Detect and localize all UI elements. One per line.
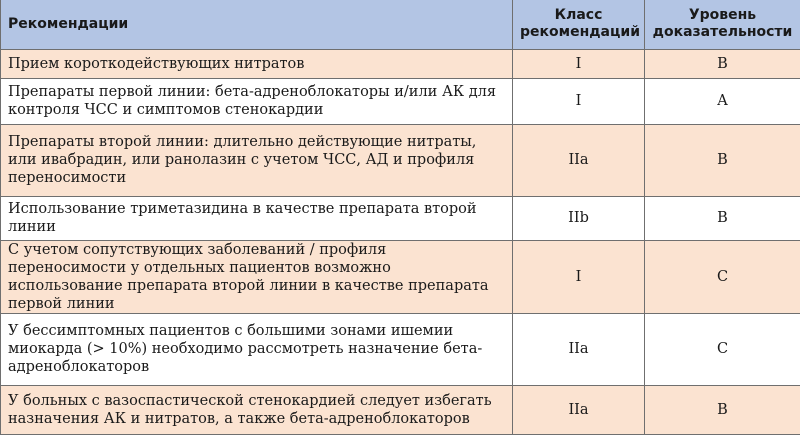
table-row — [1, 49, 800, 78]
table-row — [1, 240, 800, 313]
header-level — [645, 0, 800, 49]
recommendation-text: Использование триметазидина в качестве препарата второй линии — [1, 196, 513, 240]
table-header-row — [1, 0, 800, 49]
recommendation-text: Препараты второй линии: длительно действующие нитраты, или ивабрадин, или ранолазин с учетом ЧСС, АД и профиля переносимости — [1, 124, 513, 196]
table-row — [1, 196, 800, 240]
evidence-level: A — [645, 78, 800, 124]
evidence-level: B — [645, 385, 800, 434]
evidence-level: B — [645, 124, 800, 196]
recommendation-class: I — [513, 240, 645, 313]
recommendation-class: IIa — [513, 313, 645, 385]
recommendation-class: I — [513, 78, 645, 124]
evidence-level: C — [645, 240, 800, 313]
header-level-line2: доказательности — [652, 24, 793, 41]
header-class — [513, 0, 645, 49]
evidence-level: C — [645, 313, 800, 385]
recommendation-text: Прием короткодействующих нитратов — [1, 49, 513, 78]
recommendation-text: С учетом сопутствующих заболеваний / профиля переносимости у отдельных пациентов возможно использование препарата второй линии в качестве препарата первой линии — [1, 240, 513, 313]
header-class-line2: рекомендаций — [520, 24, 640, 41]
table-row — [1, 124, 800, 196]
header-recommendation-label: Рекомендации — [8, 15, 129, 32]
header-level-line1: Уровень — [688, 7, 757, 24]
header-class-line1: Класс — [554, 7, 603, 24]
recommendation-text: У больных с вазоспастической стенокардией следует избегать назначения АК и нитратов, а также бета-адреноблокаторов — [1, 385, 513, 434]
recommendation-class: IIa — [513, 385, 645, 434]
table-row — [1, 313, 800, 385]
recommendation-text: Препараты первой линии: бета-адреноблокаторы и/или АК для контроля ЧСС и симптомов стенокардии — [1, 78, 513, 124]
recommendation-class: IIb — [513, 196, 645, 240]
recommendation-class: IIa — [513, 124, 645, 196]
evidence-level: B — [645, 196, 800, 240]
recommendation-class: I — [513, 49, 645, 78]
header-recommendation — [1, 0, 513, 49]
table-row — [1, 385, 800, 434]
table-row — [1, 78, 800, 124]
recommendation-text: У бессимптомных пациентов с большими зонами ишемии миокарда (> 10%) необходимо рассмотреть назначение бета-адреноблокаторов — [1, 313, 513, 385]
evidence-level: B — [645, 49, 800, 78]
